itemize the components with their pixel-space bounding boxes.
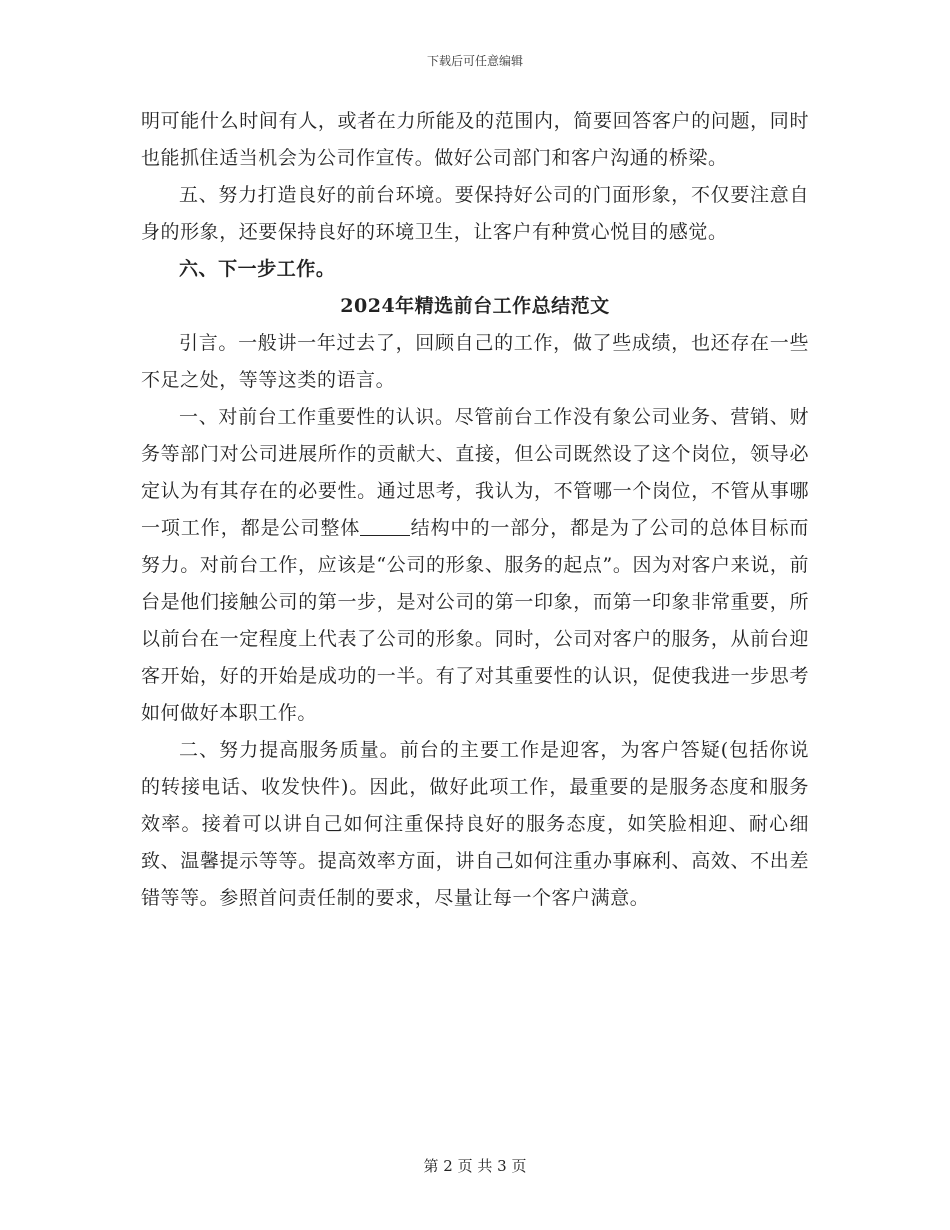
paragraph-section-six: 六、下一步工作。	[179, 258, 336, 280]
section-one-text-end: 结构中的一部分，都是为了公司的总体目标而努力。对前台工作，应该是“公司的形象、服务的起点”。因为对客户来说，前台是他们接触公司的第一步，是对公司的第一印象，而第一印象非常重要，所以前台在一定程度上代表了公司的形象。同时，公司对客户的服务，从前台迎客开始，好的开始是成功的一半。有了对其重要性的认识，促使我进一步思考如何做好本职工作。	[141, 517, 809, 724]
document-body	[141, 103, 809, 917]
fill-in-blank	[360, 516, 410, 536]
paragraph-section-one	[141, 399, 809, 732]
document-title: 2024年精选前台工作总结范文	[340, 295, 610, 317]
paragraph-section-two: 二、努力提高服务质量。前台的主要工作是迎客，为客户答疑(包括你说的转接电话、收发快件)。因此，做好此项工作，最重要的是服务态度和服务效率。接着可以讲自己如何注重保持良好的服务态度，如笑脸相迎、耐心细致、温馨提示等等。提高效率方面，讲自己如何注重办事麻利、高效、不出差错等等。参照首问责任制的要求，尽量让每一个客户满意。	[141, 739, 809, 909]
page-header: 下载后可任意编辑	[426, 54, 523, 68]
paragraph-continuation: 明可能什么时间有人，或者在力所能及的范围内，简要回答客户的问题，同时也能抓住适当机会为公司作宣传。做好公司部门和客户沟通的桥梁。	[141, 110, 809, 169]
paragraph-introduction: 引言。一般讲一年过去了，回顾自己的工作，做了些成绩，也还存在一些不足之处，等等这类的语言。	[141, 332, 809, 391]
page-footer: 第 2 页 共 3 页	[423, 1157, 527, 1175]
section-one-text-start: 一、对前台工作重要性的认识。尽管前台工作没有象公司业务、营销、财务等部门对公司进展所作的贡献大、直接，但公司既然设了这个岗位，领导必定认为有其存在的必要性。通过思考，我认为，不管哪一个岗位，不管从事哪一项工作，都是公司整体	[141, 406, 809, 539]
paragraph-section-five: 五、努力打造良好的前台环境。要保持好公司的门面形象，不仅要注意自身的形象，还要保持良好的环境卫生，让客户有种赏心悦目的感觉。	[141, 184, 809, 243]
